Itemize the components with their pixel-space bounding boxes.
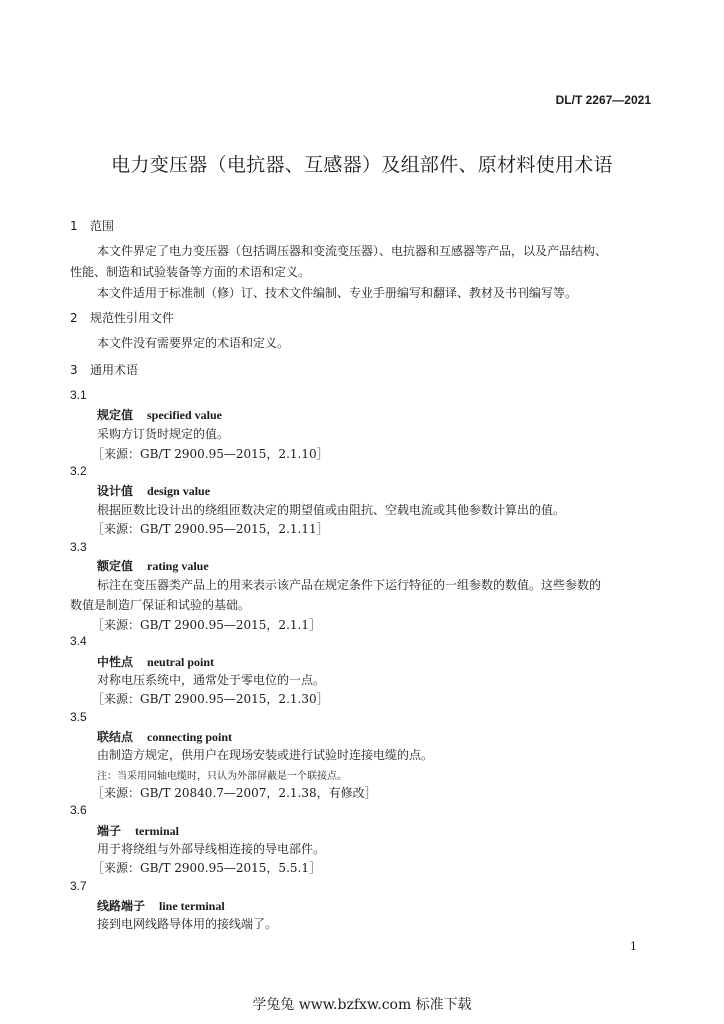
term-source: ［来源：GB/T 2900.95—2015，2.1.1］ (92, 618, 321, 632)
term-note: 注：当采用同轴电缆时，只认为外部屏蔽是一个联接点。 (97, 771, 347, 782)
term-en: design value (147, 484, 211, 498)
section-heading-scope (70, 217, 114, 234)
section-number: 2 (70, 311, 78, 325)
term-zh: 端子 (97, 824, 122, 838)
term-heading (97, 653, 214, 670)
section-heading-normative-refs (70, 309, 174, 326)
term-number: 3.4 (70, 634, 87, 648)
term-number: 3.5 (70, 710, 87, 724)
term-definition: 接到电网线路导体用的接线端了。 (97, 917, 278, 931)
standard-code: DL/T 2267—2021 (555, 93, 651, 107)
term-definition: 采购方订货时规定的值。 (97, 427, 230, 441)
term-number: 3.6 (70, 803, 87, 817)
term-heading (97, 482, 210, 499)
term-zh: 设计值 (97, 484, 134, 498)
term-source: ［来源：GB/T 2900.95—2015，2.1.11］ (92, 522, 329, 536)
scope-paragraph-1-line-2: 性能、制造和试验装备等方面的术语和定义。 (70, 265, 311, 279)
term-number: 3.7 (70, 879, 87, 893)
term-heading (97, 897, 225, 914)
term-heading (97, 822, 179, 839)
term-zh: 规定值 (97, 408, 134, 422)
section-title: 规范性引用文件 (90, 311, 175, 325)
term-zh: 额定值 (97, 559, 134, 573)
section-heading-general-terms (70, 361, 138, 378)
term-source: ［来源：GB/T 2900.95—2015，2.1.10］ (92, 447, 329, 461)
term-en: rating value (147, 559, 209, 573)
term-number: 3.2 (70, 464, 87, 478)
document-title: 电力变压器（电抗器、互感器）及组部件、原材料使用术语 (111, 154, 613, 176)
term-source: ［来源：GB/T 2900.95—2015，2.1.30］ (92, 692, 329, 706)
term-definition-line-1: 标注在变压器类产品上的用来表示该产品在规定条件下运行特征的一组参数的数值。这些参数的 (97, 578, 602, 592)
term-source: ［来源：GB/T 20840.7—2007，2.1.38，有修改］ (92, 786, 377, 800)
page-number: 1 (630, 940, 637, 953)
term-definition: 用于将绕组与外部导线相连接的导电部件。 (97, 842, 326, 856)
term-definition: 根据匝数比设计出的绕组匝数决定的期望值或由阻抗、空载电流或其他参数计算出的值。 (97, 503, 566, 517)
term-heading (97, 557, 209, 574)
term-source: ［来源：GB/T 2900.95—2015，5.5.1］ (92, 861, 321, 875)
section-number: 3 (70, 363, 78, 377)
term-en: connecting point (147, 730, 233, 744)
term-heading (97, 406, 222, 423)
term-number: 3.1 (70, 388, 87, 402)
term-en: neutral point (147, 655, 215, 669)
section-title: 通用术语 (90, 363, 139, 377)
scope-paragraph-2: 本文件适用于标准制（修）订、技术文件编制、专业手册编写和翻译、教材及书刊编写等。 (97, 286, 578, 300)
term-en: specified value (147, 408, 223, 422)
term-en: terminal (135, 824, 180, 838)
term-heading (97, 728, 232, 745)
term-zh: 中性点 (97, 655, 134, 669)
refs-paragraph: 本文件没有需要界定的术语和定义。 (97, 336, 290, 350)
term-en: line terminal (159, 899, 225, 913)
footer-watermark-text: 学兔兔 www.bzfxw.com 标准下载 (252, 997, 472, 1013)
section-title: 范围 (90, 219, 115, 233)
scope-paragraph-1-line-1: 本文件界定了电力变压器（包括调压器和变流变压器）、电抗器和互感器等产品，以及产品结构、 (97, 244, 608, 258)
term-zh: 联结点 (97, 730, 134, 744)
section-number: 1 (70, 219, 78, 233)
term-zh: 线路端子 (97, 899, 146, 913)
term-number: 3.3 (70, 540, 87, 554)
term-definition: 对称电压系统中，通常处于零电位的一点。 (97, 673, 326, 687)
term-definition-line-2: 数值是制造厂保证和试验的基础。 (70, 598, 251, 612)
term-definition: 由制造方规定，供用户在现场安装或进行试验时连接电缆的点。 (97, 748, 434, 762)
